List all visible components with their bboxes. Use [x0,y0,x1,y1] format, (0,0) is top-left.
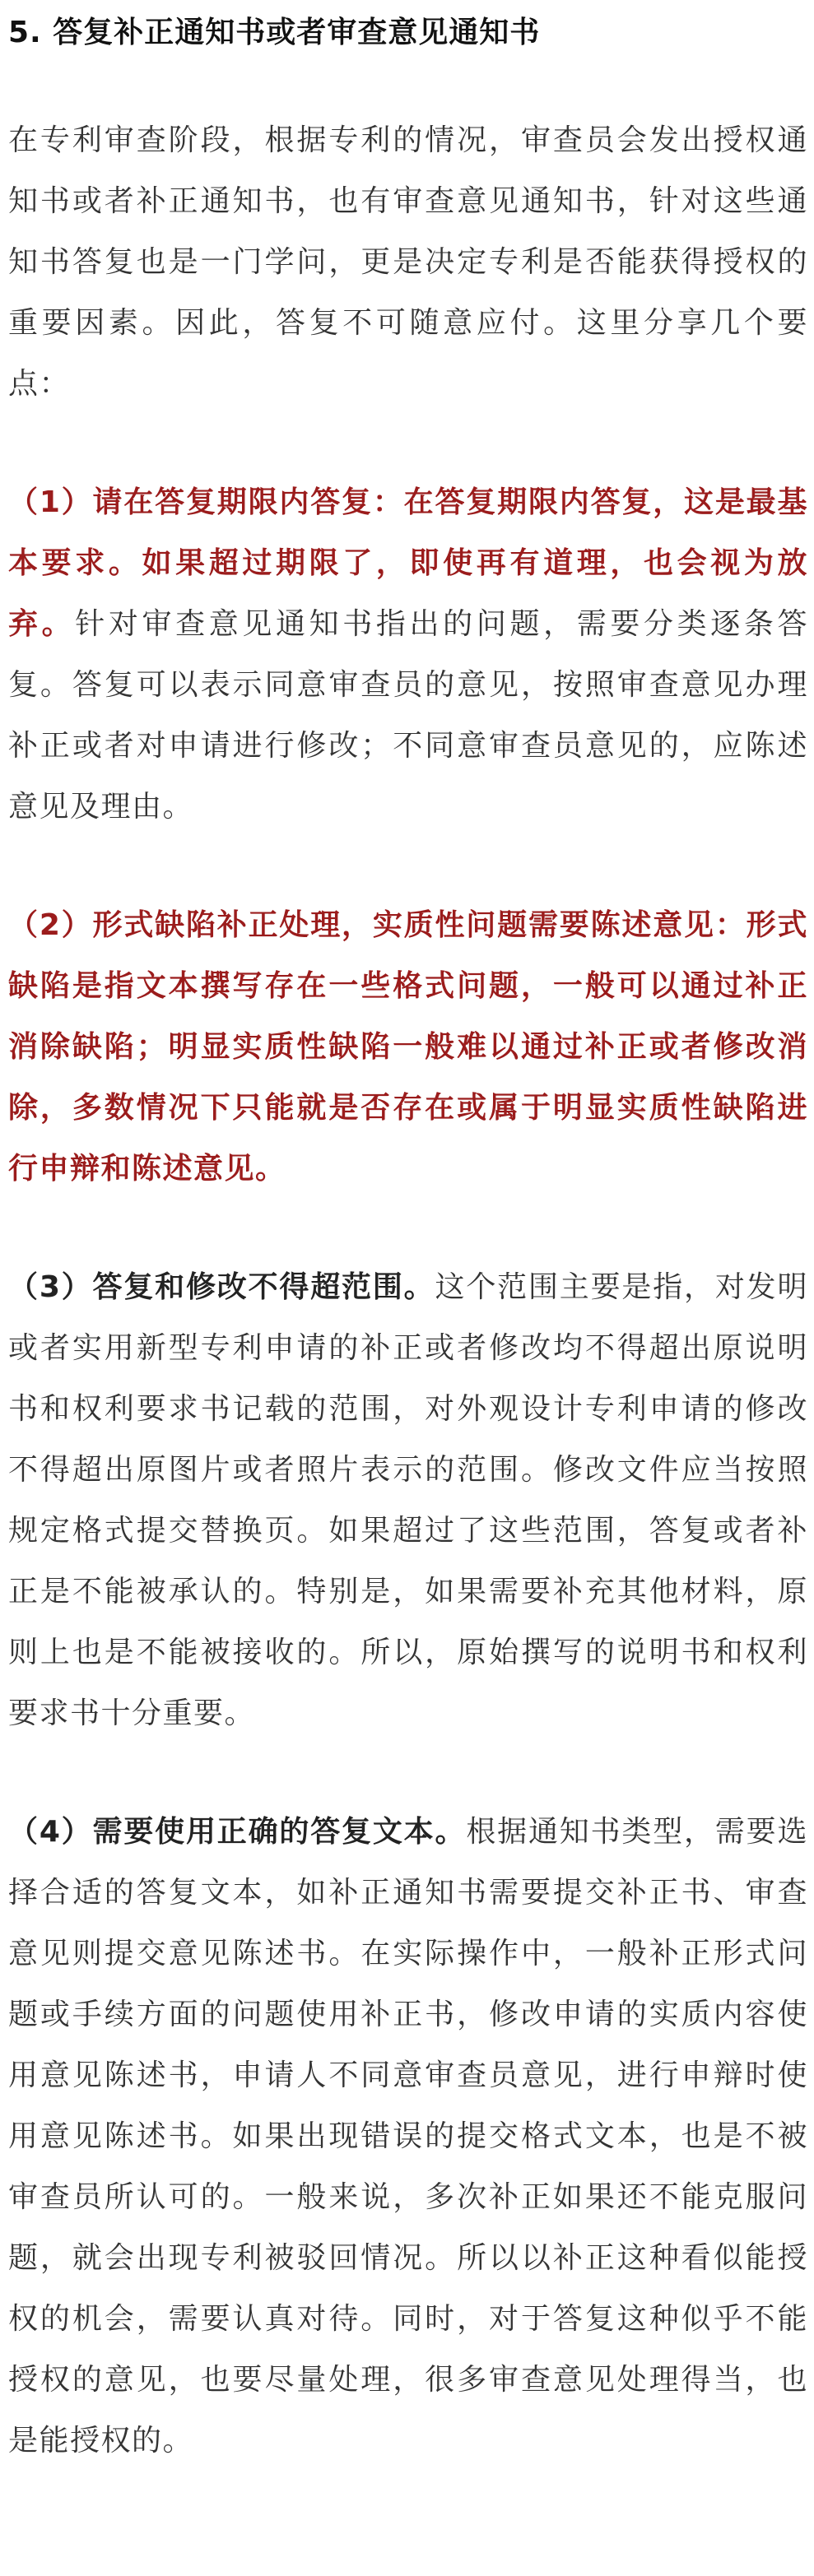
point-1-body: 针对审查意见通知书指出的问题，需要分类逐条答复。答复可以表示同意审查员的意见，按照审查意见办理补正或者对申请进行修改；不同意审查员意见的，应陈述意见及理由。 [8,607,808,824]
article-body [8,12,808,2472]
point-3-paragraph [8,1257,808,1744]
point-3-highlight: （3）答复和修改不得超范围。 [8,1270,435,1304]
point-1-paragraph [8,472,808,838]
point-2-highlight: （2）形式缺陷补正处理，实质性问题需要陈述意见：形式缺陷是指文本撰写存在一些格式问题，一般可以通过补正消除缺陷；明显实质性缺陷一般难以通过补正或者修改消除，多数情况下只能就是否存在或属于明显实质性缺陷进行申辩和陈述意见。 [8,908,808,1186]
point-3-body: 这个范围主要是指，对发明或者实用新型专利申请的补正或者修改均不得超出原说明书和权利要求书记载的范围，对外观设计专利申请的修改不得超出原图片或者照片表示的范围。修改文件应当按照规定格式提交替换页。如果超过了这些范围，答复或者补正是不能被承认的。特别是，如果需要补充其他材料，原则上也是不能被接收的。所以，原始撰写的说明书和权利要求书十分重要。 [8,1270,808,1730]
section-heading: 5. 答复补正通知书或者审查意见通知书 [8,16,541,49]
point-4-body: 根据通知书类型，需要选择合适的答复文本，如补正通知书需要提交补正书、审查意见则提交意见陈述书。在实际操作中，一般补正形式问题或手续方面的问题使用补正书，修改申请的实质内容使用意见陈述书，申请人不同意审查员意见，进行申辩时使用意见陈述书。如果出现错误的提交格式文本，也是不被审查员所认可的。一般来说，多次补正如果还不能克服问题，就会出现专利被驳回情况。所以以补正这种看似能授权的机会，需要认真对待。同时，对于答复这种似乎不能授权的意见，也要尽量处理，很多审查意见处理得当，也是能授权的。 [8,1815,808,2458]
intro-paragraph: 在专利审查阶段，根据专利的情况，审查员会发出授权通知书或者补正通知书，也有审查意见通知书，针对这些通知书答复也是一门学问，更是决定专利是否能获得授权的重要因素。因此，答复不可随意应付。这里分享几个要点： [8,123,808,401]
point-4-paragraph [8,1802,808,2472]
point-2-paragraph [8,895,808,1200]
point-1-highlight: （1）请在答复期限内答复：在答复期限内答复，这是最基本要求。如果超过期限了，即使再有道理，也会视为放弃。 [8,485,808,641]
point-4-highlight: （4）需要使用正确的答复文本。 [8,1815,467,1849]
